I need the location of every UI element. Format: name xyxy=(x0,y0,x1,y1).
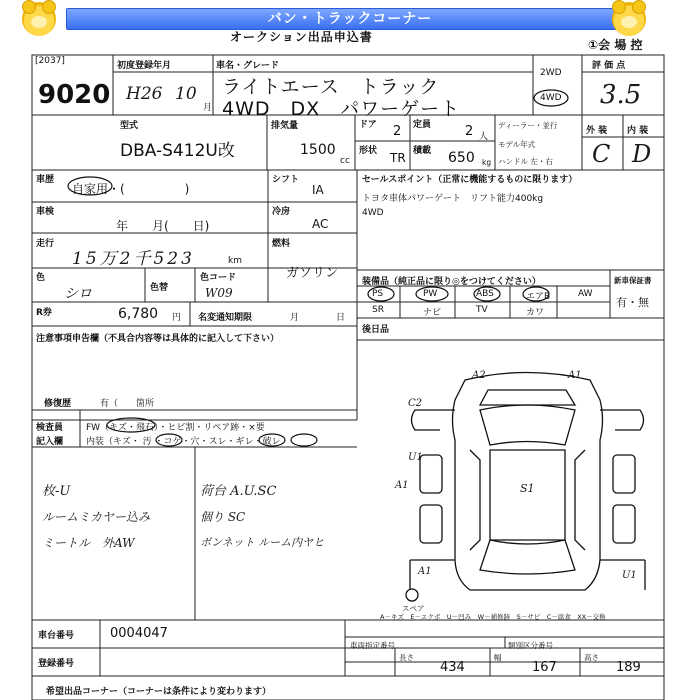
top-code: [2037] xyxy=(35,56,65,66)
drive-4wd: 4WD xyxy=(540,93,562,103)
use-label: 車歴 xyxy=(36,175,55,185)
displacement-value: 1500 xyxy=(300,142,336,158)
notice-month: 月 xyxy=(290,313,300,323)
diagram-mark-a1-bottom: A1 xyxy=(418,566,432,577)
equip-ps: PS xyxy=(372,289,384,299)
repair-value: 有（ 箇所 xyxy=(100,399,155,409)
banner-title: バン・トラックコーナー xyxy=(267,11,433,27)
class-label: 類別区分番号 xyxy=(508,641,553,650)
inspection-label: 車検 xyxy=(36,207,55,217)
equip-pw: PW xyxy=(423,289,438,299)
capacity-unit: 人 xyxy=(479,132,489,142)
model-line-2: 4WD DX パワーゲート xyxy=(222,98,461,120)
model-year-label: モデル年式 xyxy=(498,140,536,149)
exterior-value: C xyxy=(592,140,611,168)
height-label: 高さ xyxy=(584,653,599,662)
note-left-2: ルームミカヤー込み xyxy=(42,510,151,524)
model-code-label: 型式 xyxy=(120,121,139,131)
handle-label: ハンドル 左・右 xyxy=(498,157,553,166)
fuel-value: ガソリン xyxy=(286,266,339,281)
lot-number: 9020 xyxy=(38,80,111,110)
note-right-3: ボンネット ルーム内ヤヒ xyxy=(200,536,325,549)
doors-label: ドア xyxy=(359,120,377,130)
equip-airbag: エアB xyxy=(526,292,551,302)
note-left-3: ミートル 外AW xyxy=(42,536,135,550)
warranty-value: 有・無 xyxy=(616,296,649,309)
capacity-value: 2 xyxy=(465,124,474,139)
shift-label: シフト xyxy=(272,175,300,185)
repair-label: 修復歴 xyxy=(44,399,72,409)
grade-label: 評 価 点 xyxy=(592,61,626,71)
load-value: 650 xyxy=(448,150,475,166)
notice-label: 名変通知期限 xyxy=(198,313,253,323)
displacement-unit: cc xyxy=(340,156,350,166)
shift-value: IA xyxy=(312,183,324,197)
width-label: 幅 xyxy=(494,653,502,662)
damage-legend: A－キズ E－エクボ U－凹み W－補修跡 S－サビ C－腐食 XX－交換 xyxy=(380,613,606,621)
mileage-value: 15万2千523 xyxy=(72,249,195,269)
color-code-label: 色コード xyxy=(200,273,237,283)
equip-leather: カワ xyxy=(526,308,545,318)
footer-corner-label: 希望出品コーナー（コーナーは条件により変わります） xyxy=(46,687,272,697)
first-reg-month-unit: 月 xyxy=(203,103,213,113)
grade-value: 3.5 xyxy=(600,80,642,110)
size-spec-label: 車両指定番号 xyxy=(350,641,395,650)
first-reg-month: 10 xyxy=(175,84,197,104)
spare-tire-label: スペア xyxy=(402,604,425,613)
equip-sr: SR xyxy=(372,305,384,315)
diagram-mark-u1-right: U1 xyxy=(622,570,637,581)
aircon-value: AC xyxy=(312,217,329,231)
displacement-label: 排気量 xyxy=(271,121,299,131)
exterior-label: 外 装 xyxy=(586,126,608,136)
diagram-mark-s1: S1 xyxy=(520,482,535,495)
width-value: 167 xyxy=(532,660,557,675)
shape-value: TR xyxy=(390,151,406,165)
color-value: シロ xyxy=(64,286,92,302)
sales-point-1: トヨタ車体パワーゲート リフト能力400kg xyxy=(362,194,544,204)
record-label: 記入欄 xyxy=(36,437,64,447)
sales-point-2: 4WD xyxy=(362,208,384,218)
equip-abs: ABS xyxy=(476,289,494,299)
notes-label: 注意事項申告欄（不具合内容等は具体的に記入して下さい） xyxy=(36,334,280,344)
diagram-mark-a1-top: A1 xyxy=(568,370,582,381)
diagram-mark-a1-left: A1 xyxy=(395,480,409,491)
capacity-label: 定員 xyxy=(413,120,432,130)
first-reg-label: 初度登録年月 xyxy=(117,61,172,71)
doors-value: 2 xyxy=(393,124,402,139)
color-code-value: W09 xyxy=(205,286,233,300)
length-label: 長さ xyxy=(399,653,414,662)
equip-tv: TV xyxy=(476,305,488,315)
frame-value: 0004047 xyxy=(110,626,168,641)
note-right-2: 個り SC xyxy=(200,510,246,524)
fuel-label: 燃料 xyxy=(272,239,291,249)
model-line-1: ライトエース トラック xyxy=(222,76,440,98)
recycle-value: 6,780 xyxy=(118,306,159,322)
aircon-label: 冷房 xyxy=(272,207,291,217)
equip-navi: ナビ xyxy=(423,308,442,318)
inspection-value: 年 月( 日) xyxy=(116,219,210,233)
frame-label: 車台番号 xyxy=(38,631,75,641)
length-value: 434 xyxy=(440,660,465,675)
note-right-1: 荷台 A.U.SC xyxy=(200,484,277,499)
inspector-line: FW（キズ・飛石）・ヒビ割・リペア跡・×要 xyxy=(86,423,265,433)
record-line: 内装（キズ・ 汚 ・コゲ・穴・スレ・ギレ・破レ xyxy=(86,437,281,447)
notice-day: 日 xyxy=(336,313,346,323)
diagram-mark-c2: C2 xyxy=(408,398,423,409)
dealer-label: ディーラー・並行 xyxy=(498,121,558,130)
diagram-mark-a2: A2 xyxy=(472,370,486,381)
height-value: 189 xyxy=(616,660,641,675)
inspector-label: 検査員 xyxy=(36,423,64,433)
model-name-label: 車名・グレード xyxy=(216,61,280,71)
new-car-warranty-label: 新車保証書 xyxy=(614,276,652,285)
mileage-label: 走行 xyxy=(36,239,55,249)
color-swap-label: 色替 xyxy=(150,283,169,293)
interior-label: 内 装 xyxy=(627,126,649,136)
interior-value: D xyxy=(632,140,652,168)
load-unit: kg xyxy=(482,158,492,167)
back-seat-label: 後日品 xyxy=(362,325,390,335)
recycle-unit: 円 xyxy=(172,313,182,323)
form-subtitle: オークション出品申込書 xyxy=(230,30,373,44)
equipment-label: 装備品（純正品に限り◎をつけてください） xyxy=(362,277,541,287)
shape-label: 形状 xyxy=(359,146,378,156)
use-value: 自家用・( ) xyxy=(72,182,190,196)
model-code: DBA-S412U改 xyxy=(120,141,235,161)
diagram-mark-u1-left: U1 xyxy=(408,452,423,463)
color-label: 色 xyxy=(36,273,46,283)
mileage-unit: km xyxy=(228,256,242,266)
equip-aw: AW xyxy=(578,289,593,299)
drive-2wd: 2WD xyxy=(540,68,562,78)
load-label: 積載 xyxy=(413,146,432,156)
registration-label: 登録番号 xyxy=(38,659,75,669)
recycle-label: R券 xyxy=(36,308,52,318)
note-left-1: 枚-U xyxy=(42,484,71,499)
first-reg-era: H26 xyxy=(126,84,163,104)
venue-copy-label: ①会 場 控 xyxy=(588,38,643,52)
sales-point-label: セールスポイント（正常に機能するものに限ります） xyxy=(362,175,578,185)
